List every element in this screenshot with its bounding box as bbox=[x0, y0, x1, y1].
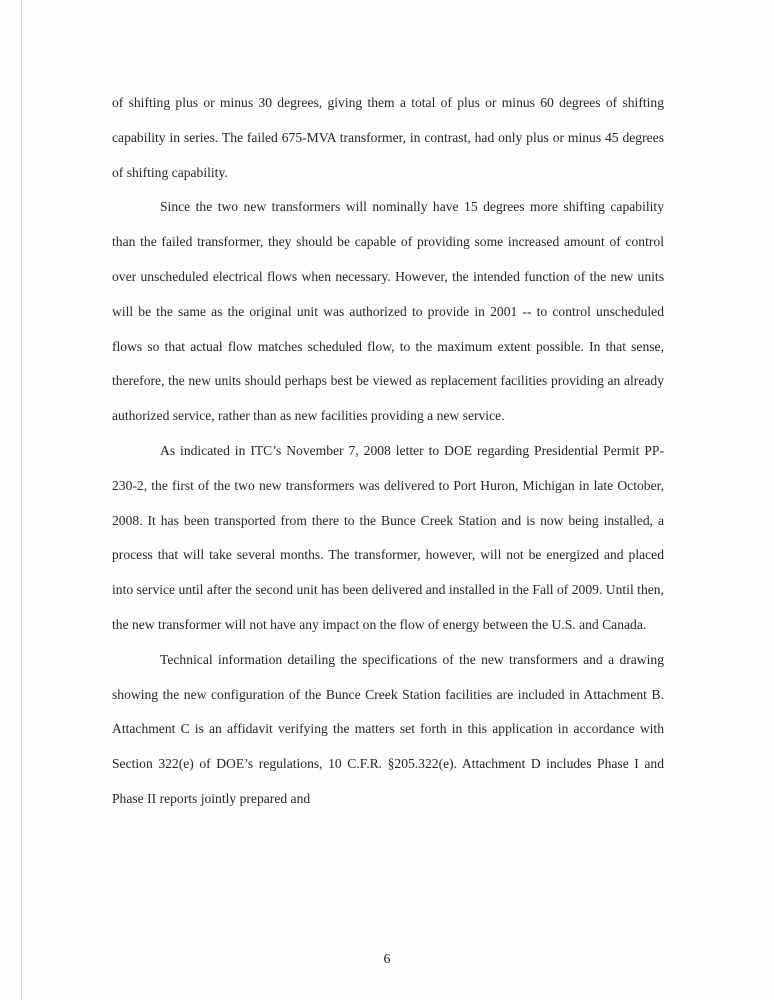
paragraph-delivery: As indicated in ITC’s November 7, 2008 letter to DOE regarding Presidential Permit PP-230-2, the first of the two new transformers was delivered to Port Huron, Michigan in late October, 2008. It has been transported from there to the Bunce Creek Station and is now being installed, a process that will take several months. The transformer, however, will not be energized and placed into service until after the second unit has been delivered and installed in the Fall of 2009. Until then, the new transformer will not have any impact on the flow of energy between the U.S. and Canada. bbox=[112, 442, 664, 632]
body-text bbox=[112, 86, 664, 817]
scan-edge-line bbox=[21, 0, 22, 1000]
paragraph-attachments: Technical information detailing the specifications of the new transformers and a drawing showing the new configuration of the Bunce Creek Station facilities are included in Attachment B. Attachment C is an affidavit verifying the matters set forth in this application in accordance with Section 322(e) of DOE’s regulations, 10 C.F.R. §205.322(e). Attachment D includes Phase I and Phase II reports jointly prepared and bbox=[112, 651, 664, 806]
page-number: 6 bbox=[383, 952, 391, 967]
paragraph-capability: Since the two new transformers will nominally have 15 degrees more shifting capability than the failed transformer, they should be capable of providing some increased amount of control over unscheduled electrical flows when necessary. However, the intended function of the new units will be the same as the original unit was authorized to provide in 2001 -- to control unscheduled flows so that actual flow matches scheduled flow, to the maximum extent possible. In that sense, therefore, the new units should perhaps best be viewed as replacement facilities providing an already authorized service, rather than as new facilities providing a new service. bbox=[112, 199, 664, 424]
paragraph-continuation: of shifting plus or minus 30 degrees, giving them a total of plus or minus 60 degrees of shifting capability in series. The failed 675-MVA transformer, in contrast, had only plus or minus 45 degrees of shifting capability. bbox=[112, 95, 664, 180]
